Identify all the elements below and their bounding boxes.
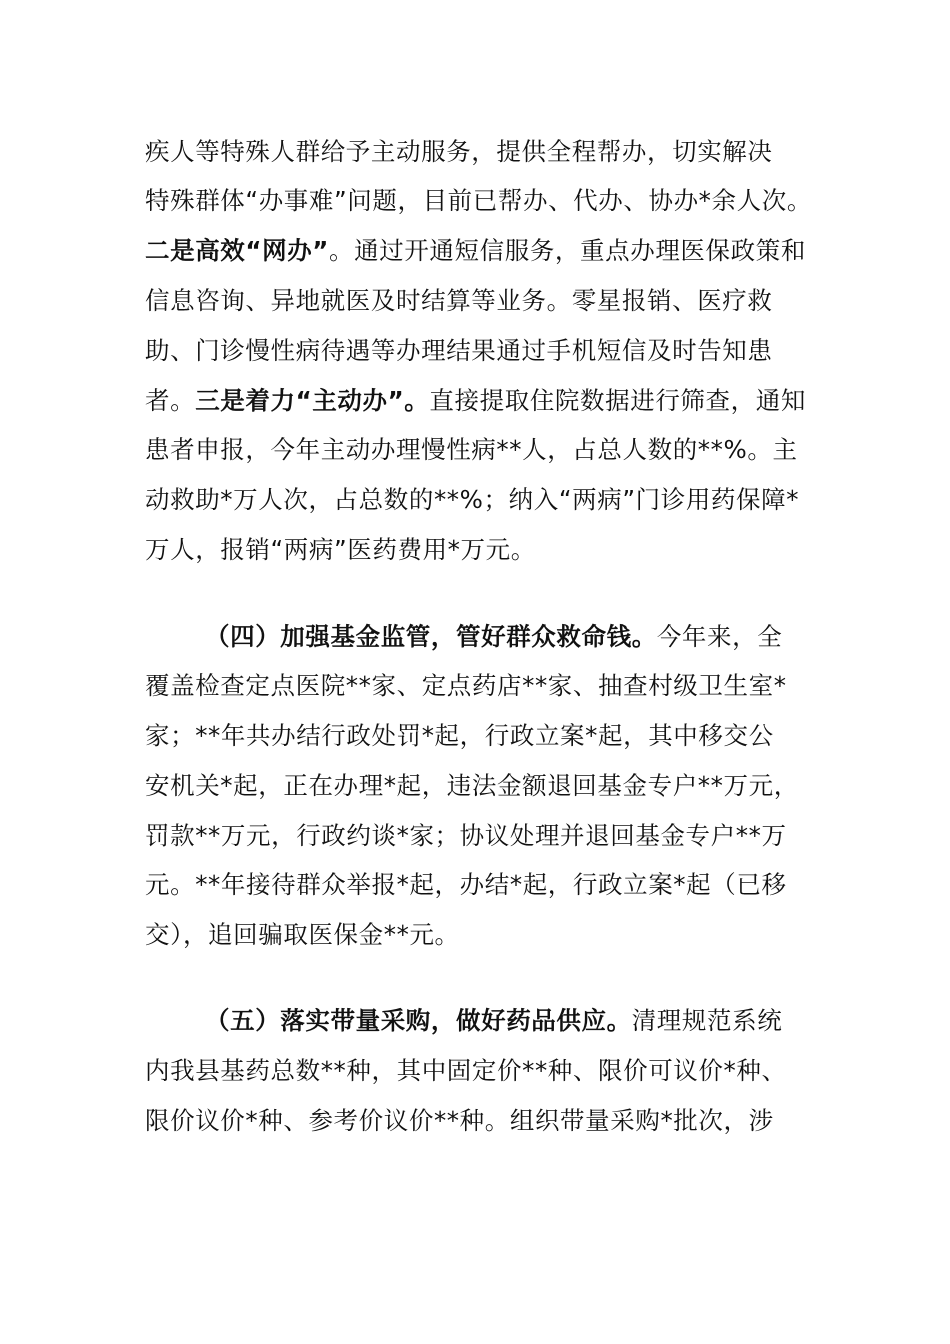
text-segment: 安机关*起，正在办理*起，违法金额退回基金专户**万元，	[145, 771, 799, 800]
text-line	[145, 1054, 787, 1088]
bold-heading: 三是着力“主动办”。	[195, 386, 430, 415]
text-line	[145, 334, 773, 368]
text-line	[145, 533, 536, 567]
text-segment: 罚款**万元，行政约谈*家；协议处理并退回基金专户**万	[145, 821, 787, 850]
text-segment: 内我县基药总数**种，其中固定价**种、限价可议价*种、	[145, 1056, 787, 1085]
text-line	[145, 234, 806, 268]
text-segment: 特殊群体“办事难”问题，目前已帮办、代办、协办*余人次。	[145, 186, 812, 215]
text-segment: 动救助*万人次，占总数的**%；纳入“两病”门诊用药保障*	[145, 485, 800, 514]
section-heading: （四）加强基金监管，管好群众救命钱。	[205, 622, 657, 651]
text-segment: 信息咨询、异地就医及时结算等业务。零星报销、医疗救	[145, 286, 773, 315]
section-heading: （五）落实带量采购，做好药品供应。	[205, 1006, 632, 1035]
text-line	[205, 620, 782, 654]
text-line	[145, 819, 787, 853]
text-segment: 覆盖检查定点医院**家、定点药店**家、抽查村级卫生室*	[145, 671, 787, 700]
text-line	[145, 719, 774, 753]
text-segment: 。通过开通短信服务，重点办理医保政策和	[329, 236, 806, 265]
text-segment: 助、门诊慢性病待遇等办理结果通过手机短信及时告知患	[145, 336, 773, 365]
text-segment: 家；**年共办结行政处罚*起，行政立案*起，其中移交公	[145, 721, 774, 750]
text-line	[145, 184, 812, 218]
text-line	[145, 918, 460, 952]
text-segment: 患者申报，今年主动办理慢性病**人，占总人数的**%。主	[145, 435, 798, 464]
text-segment: 直接提取住院数据进行筛查，通知	[429, 386, 806, 415]
text-segment: 万人，报销“两病”医药费用*万元。	[145, 535, 536, 564]
text-segment: 限价议价*种、参考价议价**种。组织带量采购*批次，涉	[145, 1106, 774, 1135]
text-segment: 元。**年接待群众举报*起，办结*起，行政立案*起（已移	[145, 870, 787, 899]
text-segment: 清理规范系统	[631, 1006, 783, 1035]
text-segment: 者。	[145, 386, 196, 415]
text-segment: 疾人等特殊人群给予主动服务，提供全程帮办，切实解决	[145, 137, 773, 166]
text-segment: 今年来，全	[656, 622, 783, 651]
text-line	[145, 769, 799, 803]
text-segment: 交），追回骗取医保金**元。	[145, 920, 460, 949]
text-line	[145, 433, 798, 467]
text-line	[145, 284, 773, 318]
text-line	[145, 483, 799, 517]
text-line	[145, 669, 787, 703]
text-line	[145, 1104, 774, 1138]
text-line	[145, 868, 787, 902]
bold-heading: 二是高效“网办”	[145, 236, 330, 265]
text-line	[145, 135, 773, 169]
text-line	[205, 1004, 782, 1038]
text-line	[145, 384, 806, 418]
